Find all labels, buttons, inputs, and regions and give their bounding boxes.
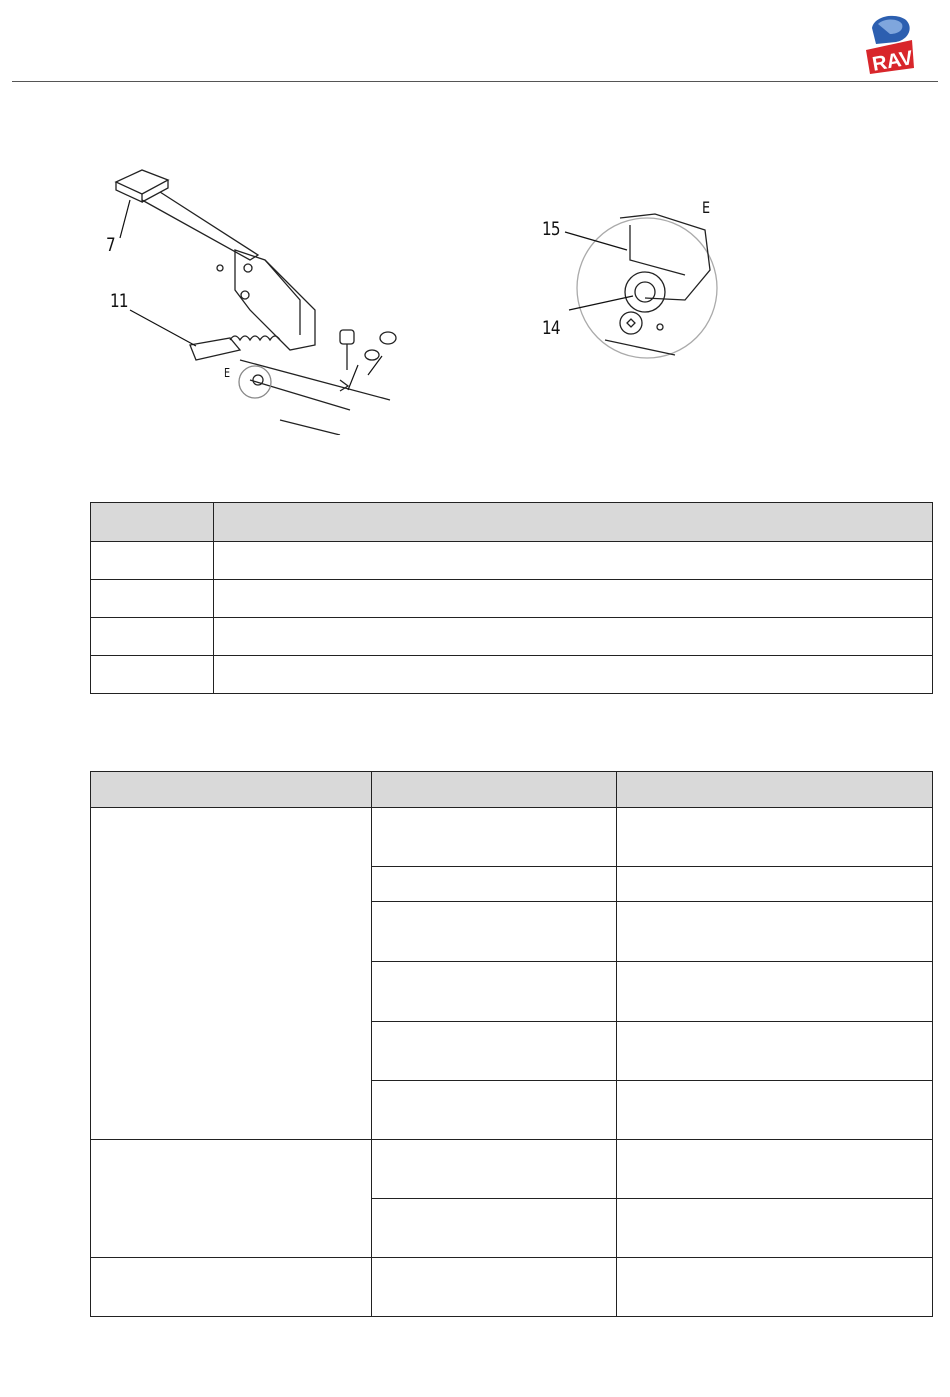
table-cell [617,902,933,962]
table-cell [214,580,933,618]
table-cell [91,542,214,580]
pedal-assembly-figure [100,160,410,435]
logo-text: RAV [870,47,915,76]
table-row [91,808,933,867]
header-cell [372,772,617,808]
header-rule [12,81,938,82]
parts-table [90,502,933,694]
table-cell [214,618,933,656]
callout-14: 14 [542,317,560,339]
table-row [91,580,933,618]
table-cell [372,1022,617,1081]
table-row [91,1140,933,1199]
group-label-cell [91,1258,372,1317]
table-cell [91,618,214,656]
table-header-row [91,772,933,808]
table-cell [91,580,214,618]
table-cell [617,1022,933,1081]
table-cell [372,1199,617,1258]
table-cell [372,902,617,962]
table-cell [372,962,617,1022]
table-cell [617,1140,933,1199]
callout-7: 7 [106,234,115,256]
header-cell [617,772,933,808]
callout-11: 11 [110,290,128,312]
detail-e-drawing [535,190,735,380]
table-cell [372,808,617,867]
group-label-cell [91,808,372,1140]
table-cell [617,962,933,1022]
header-cell [214,503,933,542]
table-cell [372,1140,617,1199]
detail-e-figure [535,190,735,380]
header-cell [91,503,214,542]
table-cell [214,656,933,694]
table-cell [617,808,933,867]
table-cell [214,542,933,580]
callout-e-left: E [224,366,230,380]
callout-e-right: E [702,198,710,217]
table-row [91,1258,933,1317]
table-cell [617,1199,933,1258]
table-row [91,542,933,580]
table-cell [91,656,214,694]
table-cell [372,1258,617,1317]
callout-15: 15 [542,218,560,240]
pedal-assembly-drawing [100,160,410,435]
troubleshooting-table [90,771,933,1317]
group-label-cell [91,1140,372,1258]
rav-logo [862,10,916,76]
table-cell [372,1081,617,1140]
table-cell [617,1081,933,1140]
table-cell [617,867,933,902]
table-row [91,618,933,656]
table-cell [372,867,617,902]
table-row [91,656,933,694]
table-cell [617,1258,933,1317]
header-cell [91,772,372,808]
table-header-row [91,503,933,542]
